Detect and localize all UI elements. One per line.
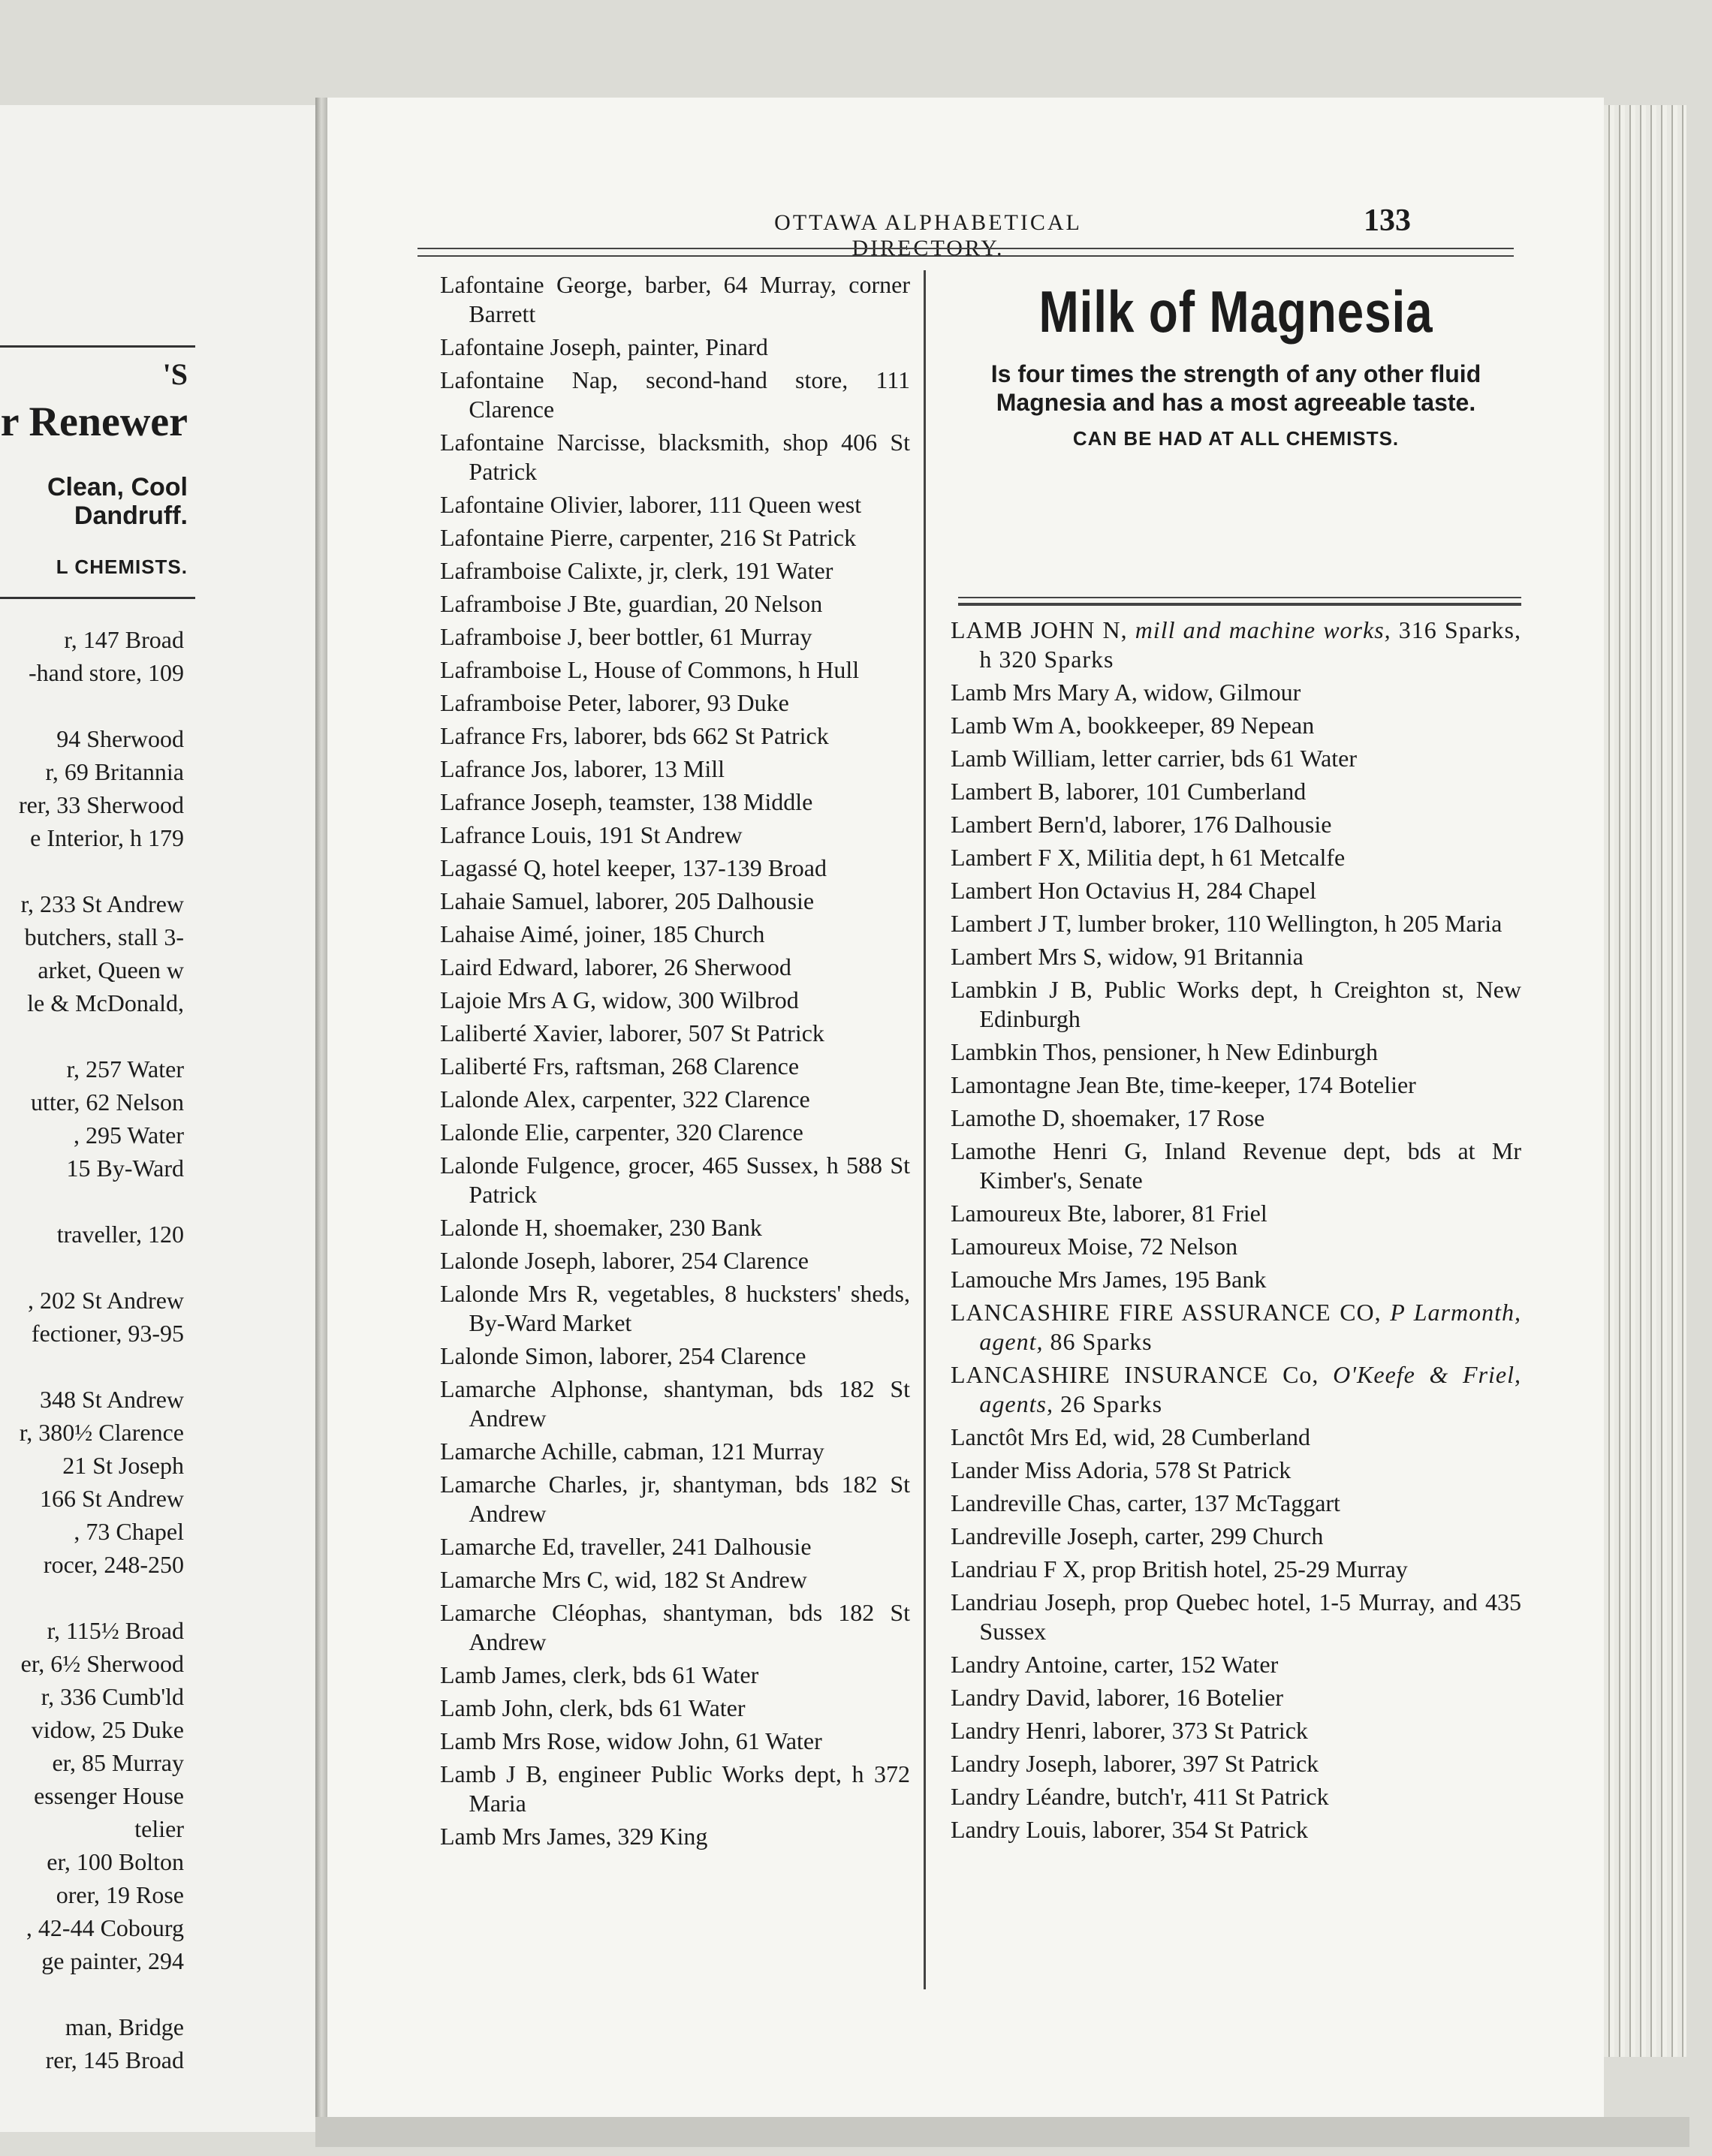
directory-entry [951, 1137, 1521, 1195]
directory-entry: Lafontaine Narcisse, blacksmith, shop 406 St Patrick [440, 429, 910, 485]
entry-text: Lamouche Mrs James, 195 Bank [951, 1266, 1267, 1293]
entry-text: 316 Sparks, h 320 Sparks [979, 616, 1522, 673]
left-page-fragment: e Interior, h 179 [30, 824, 184, 851]
directory-entry: Lamb John, clerk, bds 61 Water [440, 1694, 746, 1721]
entry-text: Lambert Hon Octavius H, 284 Chapel [951, 877, 1316, 904]
directory-entry: Lamarche Alphonse, shantyman, bds 182 St Andrew [440, 1375, 910, 1432]
left-page-fragment: arket, Queen w [38, 956, 184, 983]
directory-entry [951, 1650, 1521, 1679]
entry-text: Lamothe Henri G, Inland Revenue dept, bds at Mr Kimber's, Senate [951, 1137, 1521, 1194]
directory-entry: Laframboise J Bte, guardian, 20 Nelson [440, 590, 823, 617]
directory-entry [951, 876, 1521, 905]
header-rule [417, 255, 1514, 257]
directory-entry: Lamb Mrs James, 329 King [440, 1823, 708, 1850]
left-page-fragment: utter, 62 Nelson [30, 1089, 184, 1116]
left-page-fragment: r, 336 Cumb'ld [41, 1683, 184, 1710]
directory-entry: Laframboise L, House of Commons, h Hull [440, 656, 860, 683]
left-page-fragment: telier [134, 1815, 184, 1842]
entry-text: Landry Louis, laborer, 354 St Patrick [951, 1816, 1308, 1843]
directory-entry [951, 1749, 1521, 1778]
directory-entry: Lahaie Samuel, laborer, 205 Dalhousie [440, 887, 815, 914]
ad-fragment: L CHEMISTS. [56, 556, 188, 578]
left-page-fragment: le & McDonald, [27, 989, 184, 1016]
directory-entry: Lajoie Mrs A G, widow, 300 Wilbrod [440, 986, 799, 1013]
left-page-fragment: 15 By-Ward [66, 1155, 184, 1182]
left-page-fragment [0, 689, 184, 722]
page-edges [1604, 105, 1686, 2057]
directory-entry: Laframboise Calixte, jr, clerk, 191 Water [440, 557, 833, 584]
ad-title: Milk of Magnesia [1038, 279, 1433, 345]
directory-entry: Lafontaine Nap, second-hand store, 111 Clarence [440, 366, 910, 423]
entry-text: Lamb Wm A, bookkeeper, 89 Nepean [951, 712, 1315, 739]
directory-entry [951, 1555, 1521, 1584]
directory-entry [951, 1070, 1521, 1100]
left-page-fragment: , 202 St Andrew [28, 1287, 184, 1314]
directory-entry: Lafrance Jos, laborer, 13 Mill [440, 755, 725, 782]
directory-entry: Lafrance Joseph, teamster, 138 Middle [440, 788, 813, 815]
left-page-fragment: rocer, 248-250 [43, 1551, 184, 1578]
left-page-fragment [0, 1581, 184, 1614]
left-page-fragment [0, 854, 184, 887]
directory-entry [951, 678, 1521, 707]
ad-fragment: r Renewer [0, 399, 188, 445]
entry-text: Landry Antoine, carter, 152 Water [951, 1651, 1279, 1678]
ad-top-rule [0, 345, 195, 348]
left-page-fragment: r, 233 St Andrew [20, 890, 184, 917]
directory-entry [951, 1298, 1521, 1357]
left-page-fragment: r, 257 Water [66, 1055, 184, 1083]
left-page-fragment: r, 115½ Broad [47, 1617, 184, 1644]
directory-entry: Lalonde Mrs R, vegetables, 8 hucksters' sheds, By-Ward Market [440, 1280, 910, 1336]
left-page [0, 105, 317, 2132]
directory-entry [951, 1456, 1521, 1485]
directory-entry: Lamb Mrs Rose, widow John, 61 Water [440, 1727, 822, 1754]
entry-italic-text: P Larmonth, agent, [979, 1299, 1521, 1355]
entry-text: Lamb William, letter carrier, bds 61 Water [951, 745, 1358, 772]
left-page-fragment: fectioner, 93-95 [31, 1320, 184, 1347]
directory-entry [951, 1199, 1521, 1228]
entry-text: Lamontagne Jean Bte, time-keeper, 174 Botelier [951, 1071, 1416, 1098]
directory-entry: Lafontaine Pierre, carpenter, 216 St Patrick [440, 524, 857, 551]
left-page-fragment: rer, 145 Broad [45, 2046, 184, 2073]
ad-bottom-rule [0, 597, 195, 599]
left-page-fragments [0, 623, 184, 2076]
directory-entry [951, 1782, 1521, 1811]
entry-text: Lambert Mrs S, widow, 91 Britannia [951, 943, 1304, 970]
directory-entry: Lalonde H, shoemaker, 230 Bank [440, 1214, 762, 1241]
directory-column-right [951, 616, 1521, 1848]
directory-entry: Laliberté Xavier, laborer, 507 St Patrick [440, 1019, 824, 1046]
left-page-fragment: er, 85 Murray [52, 1749, 184, 1776]
entry-italic-text: O'Keefe & Friel, agents, [979, 1361, 1522, 1417]
ad-fragment: 'S [162, 357, 188, 391]
directory-entry: Lafontaine Joseph, painter, Pinard [440, 333, 768, 360]
entry-text: LANCASHIRE INSURANCE Co, [951, 1361, 1334, 1388]
ad-footer: CAN BE HAD AT ALL CHEMISTS. [1072, 427, 1400, 450]
entry-text: LAMB JOHN N, [951, 616, 1135, 643]
directory-entry [951, 616, 1521, 674]
directory-entry [951, 975, 1521, 1034]
directory-entry [951, 744, 1521, 773]
entry-text: Landriau Joseph, prop Quebec hotel, 1-5 Murray, and 435 Sussex [951, 1588, 1521, 1645]
left-page-fragment [0, 1251, 184, 1284]
directory-entry: Lamb James, clerk, bds 61 Water [440, 1661, 759, 1688]
book-spine [315, 98, 327, 2147]
ad-rule [958, 597, 1521, 598]
directory-entry [951, 1232, 1521, 1261]
directory-entry: Lamb J B, engineer Public Works dept, h 372 Maria [440, 1760, 910, 1817]
left-page-fragment: er, 100 Bolton [47, 1848, 184, 1875]
ad-rule [958, 603, 1521, 606]
entry-text: Landreville Joseph, carter, 299 Church [951, 1522, 1324, 1549]
entry-text: LANCASHIRE FIRE ASSURANCE CO, [951, 1299, 1391, 1326]
directory-entry: Laframboise Peter, laborer, 93 Duke [440, 689, 789, 716]
directory-entry: Lalonde Alex, carpenter, 322 Clarence [440, 1086, 810, 1113]
directory-entry: Lamarche Ed, traveller, 241 Dalhousie [440, 1533, 812, 1560]
directory-entry: Lahaise Aimé, joiner, 185 Church [440, 920, 765, 947]
directory-entry: Lalonde Fulgence, grocer, 465 Sussex, h 588 St Patrick [440, 1152, 910, 1208]
left-page-fragment [0, 1185, 184, 1218]
directory-entry [951, 1489, 1521, 1518]
directory-entry: Lalonde Elie, carpenter, 320 Clarence [440, 1119, 803, 1146]
directory-entry [951, 1683, 1521, 1712]
directory-entry: Lamarche Achille, cabman, 121 Murray [440, 1438, 824, 1465]
left-page-fragment [0, 1977, 184, 2010]
entry-text: Lanctôt Mrs Ed, wid, 28 Cumberland [951, 1423, 1311, 1450]
directory-entry [951, 711, 1521, 740]
ad-fragment: Dandruff. [74, 501, 188, 530]
directory-entry: Lafontaine George, barber, 64 Murray, corner Barrett [440, 271, 910, 327]
left-page-fragment: -hand store, 109 [28, 659, 184, 686]
entry-text: Lambkin Thos, pensioner, h New Edinburgh [951, 1038, 1379, 1065]
entry-text: Landry Joseph, laborer, 397 St Patrick [951, 1750, 1319, 1777]
entry-text: 86 Sparks [1043, 1328, 1153, 1355]
header-rule [417, 248, 1514, 249]
directory-entry: Laframboise J, beer bottler, 61 Murray [440, 623, 812, 650]
left-page-fragment [0, 1019, 184, 1052]
directory-entry: Lafontaine Olivier, laborer, 111 Queen west [440, 491, 862, 518]
entry-text: Lambert Bern'd, laborer, 176 Dalhousie [951, 811, 1332, 838]
entry-text: Landriau F X, prop British hotel, 25-29 Murray [951, 1555, 1408, 1582]
directory-entry [951, 1360, 1521, 1419]
entry-text: Lamothe D, shoemaker, 17 Rose [951, 1104, 1265, 1131]
page-number: 133 [1364, 203, 1411, 238]
directory-entry: Lafrance Frs, laborer, bds 662 St Patrick [440, 722, 829, 749]
directory-entry: Lagassé Q, hotel keeper, 137-139 Broad [440, 854, 827, 881]
directory-entry [951, 909, 1521, 938]
left-page-fragment: er, 6½ Sherwood [20, 1650, 184, 1677]
directory-entry: Lamarche Mrs C, wid, 182 St Andrew [440, 1566, 807, 1593]
directory-entry: Laird Edward, laborer, 26 Sherwood [440, 953, 791, 980]
milk-of-magnesia-ad [951, 274, 1521, 450]
left-page-fragment: 348 St Andrew [40, 1386, 184, 1413]
left-page-fragment: , 73 Chapel [74, 1518, 184, 1545]
entry-text: Lamoureux Moise, 72 Nelson [951, 1233, 1238, 1260]
left-page-fragment: essenger House [34, 1782, 184, 1809]
directory-entry: Laliberté Frs, raftsman, 268 Clarence [440, 1052, 800, 1080]
entry-text: Lambert F X, Militia dept, h 61 Metcalfe [951, 844, 1346, 871]
left-page-fragment: r, 380½ Clarence [19, 1419, 184, 1446]
entry-italic-text: mill and machine works, [1135, 616, 1391, 643]
left-page-fragment: 166 St Andrew [40, 1485, 184, 1512]
left-page-fragment: butchers, stall 3- [24, 923, 184, 950]
directory-entry: Lamarche Cléophas, shantyman, bds 182 St Andrew [440, 1599, 910, 1655]
ad-fragment: Clean, Cool [47, 473, 188, 501]
book-bottom-edge [315, 2117, 1689, 2147]
directory-entry: Lalonde Simon, laborer, 254 Clarence [440, 1342, 806, 1369]
directory-entry [951, 1265, 1521, 1294]
entry-text: Lambert B, laborer, 101 Cumberland [951, 778, 1307, 805]
directory-entry: Lafrance Louis, 191 St Andrew [440, 821, 743, 848]
entry-text: Lamoureux Bte, laborer, 81 Friel [951, 1200, 1267, 1227]
directory-entry [951, 1037, 1521, 1067]
left-page-fragment: man, Bridge [65, 2013, 184, 2040]
right-page [327, 98, 1604, 2139]
directory-entry [951, 1815, 1521, 1844]
directory-column-left [440, 270, 910, 1855]
directory-entry [951, 1104, 1521, 1133]
left-page-fragment: , 295 Water [73, 1122, 184, 1149]
left-page-fragment: r, 147 Broad [64, 626, 184, 653]
directory-entry: Lamarche Charles, jr, shantyman, bds 182 St Andrew [440, 1471, 910, 1527]
entry-text: Lambert J T, lumber broker, 110 Wellington, h 205 Maria [951, 910, 1503, 937]
directory-entry [951, 942, 1521, 971]
left-page-fragment: ge painter, 294 [41, 1947, 184, 1974]
left-page-fragment [0, 1350, 184, 1383]
directory-entry [951, 843, 1521, 872]
left-page-fragment: rer, 33 Sherwood [19, 791, 184, 818]
left-page-fragment: traveller, 120 [56, 1221, 184, 1248]
directory-entry [951, 810, 1521, 839]
entry-text: Lambkin J B, Public Works dept, h Creighton st, New Edinburgh [951, 976, 1521, 1032]
left-page-fragment: , 42-44 Cobourg [26, 1914, 184, 1941]
running-header: OTTAWA ALPHABETICAL DIRECTORY. [774, 210, 1082, 260]
entry-text: Landry Henri, laborer, 373 St Patrick [951, 1717, 1308, 1744]
directory-entry [951, 777, 1521, 806]
entry-text: Landreville Chas, carter, 137 McTaggart [951, 1489, 1340, 1516]
left-page-fragment: r, 69 Britannia [45, 758, 184, 785]
entry-text: Landry David, laborer, 16 Botelier [951, 1684, 1284, 1711]
directory-entry [951, 1522, 1521, 1551]
entry-text: Lander Miss Adoria, 578 St Patrick [951, 1456, 1292, 1483]
directory-entry [951, 1423, 1521, 1452]
left-page-fragment: 94 Sherwood [56, 725, 184, 752]
left-page-fragment: 21 St Joseph [62, 1452, 184, 1479]
directory-entry [951, 1716, 1521, 1745]
entry-text: Landry Léandre, butch'r, 411 St Patrick [951, 1783, 1329, 1810]
left-page-fragment: vidow, 25 Duke [31, 1716, 184, 1743]
ad-body: Is four times the strength of any other fluid Magnesia and has a most agreeable taste. [990, 360, 1481, 416]
directory-entry: Lalonde Joseph, laborer, 254 Clarence [440, 1247, 809, 1274]
entry-text: 26 Sparks [1053, 1390, 1163, 1417]
entry-text: Lamb Mrs Mary A, widow, Gilmour [951, 679, 1301, 706]
column-divider [924, 270, 926, 1989]
left-page-fragment: orer, 19 Rose [56, 1881, 184, 1908]
directory-entry [951, 1588, 1521, 1646]
